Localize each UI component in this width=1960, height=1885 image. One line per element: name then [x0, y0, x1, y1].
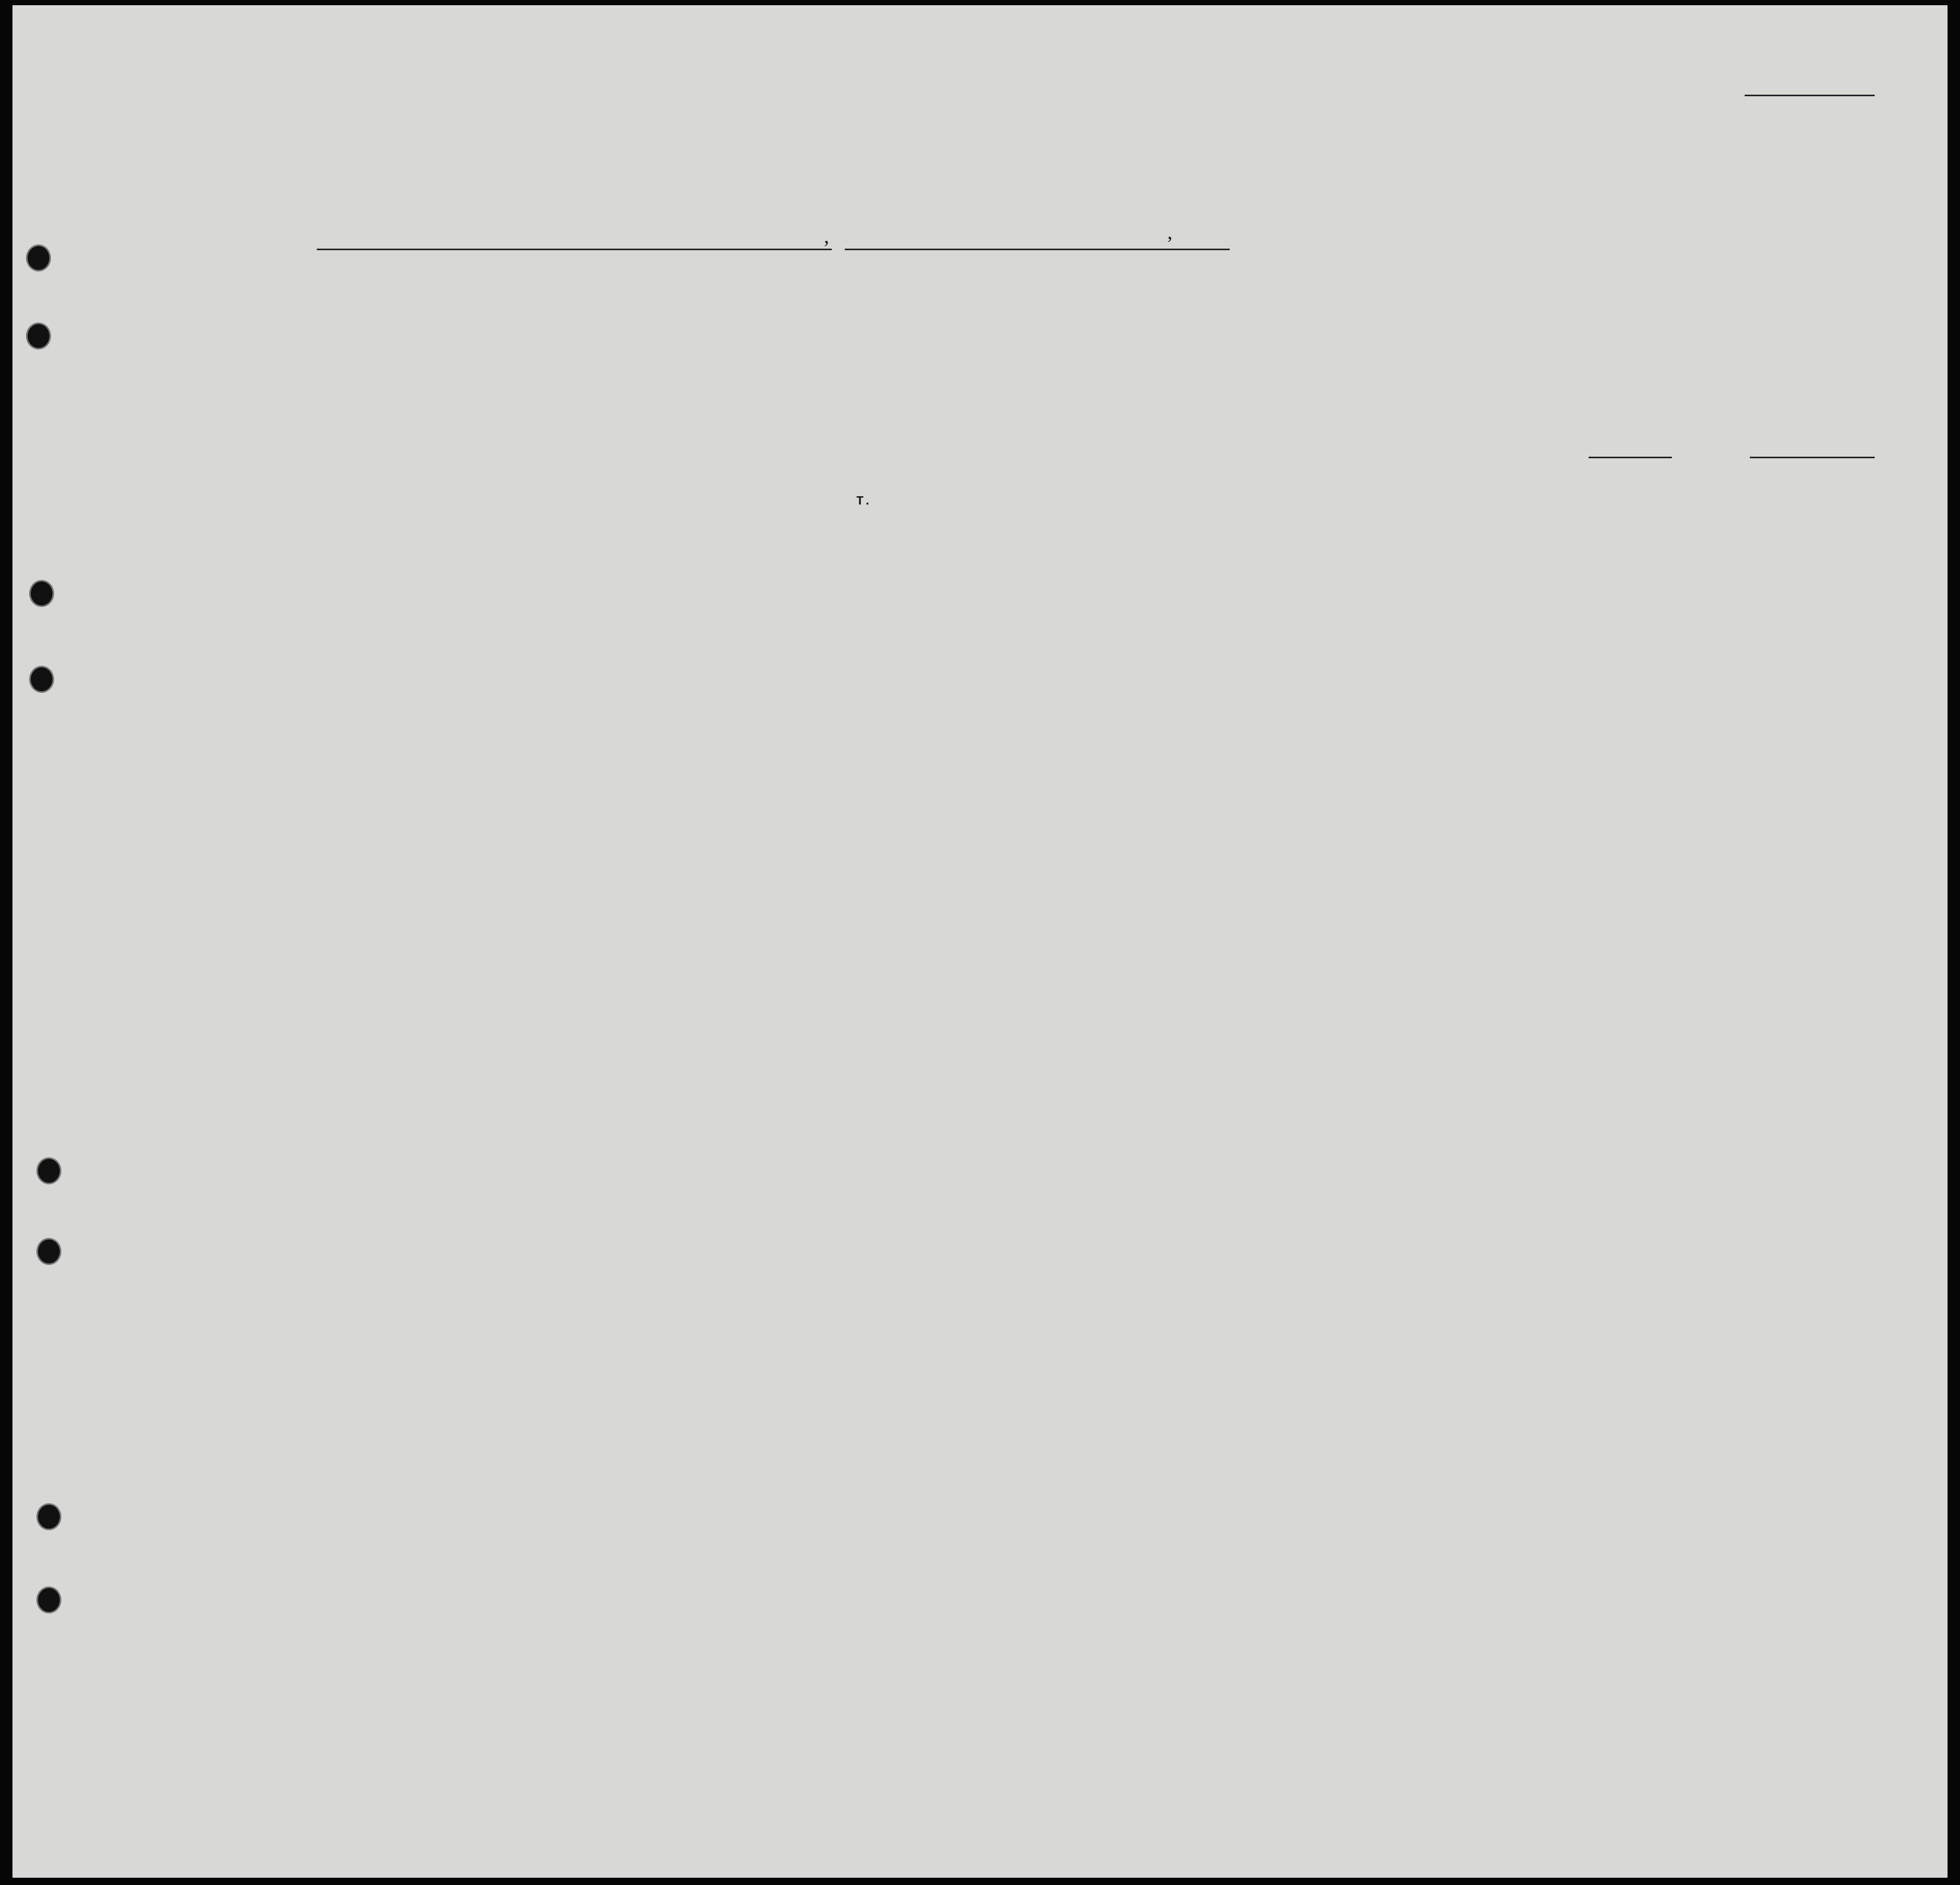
heading-feet	[1605, 390, 1626, 432]
heading-purpose-length	[1179, 338, 1216, 437]
heading-ever-in-prison	[1253, 307, 1290, 437]
heading-inches	[1629, 390, 1650, 432]
binder-hole	[36, 1157, 61, 1184]
heading-ticket	[560, 307, 581, 437]
heading-purpose-return	[1139, 338, 1175, 437]
manifest-table-grid	[12, 5, 1948, 1878]
heading-question-30	[1440, 307, 1459, 437]
comma-separator: ,	[824, 224, 829, 248]
binder-hole	[36, 1503, 61, 1530]
manifest-sheet	[12, 5, 1948, 1878]
heading-polygamist	[1292, 307, 1316, 437]
annotation-underline	[1750, 457, 1875, 458]
heading-question-31	[1460, 307, 1483, 437]
binder-hole	[29, 666, 54, 693]
entry-date-last-departure-suffix: T.	[856, 495, 871, 509]
annotation-underline	[1589, 457, 1672, 458]
binder-hole	[36, 1586, 61, 1613]
heading-question-29	[1407, 307, 1438, 437]
heading-anarchist	[1319, 307, 1343, 437]
binder-hole	[26, 322, 51, 350]
heading-purpose-citizen	[1218, 338, 1249, 437]
comma-separator: ,	[1167, 220, 1172, 243]
binder-hole	[29, 580, 54, 607]
binder-hole	[36, 1238, 61, 1265]
heading-possession-50	[684, 307, 704, 437]
binder-hole	[26, 244, 51, 272]
heading-question-28	[1347, 307, 1399, 437]
